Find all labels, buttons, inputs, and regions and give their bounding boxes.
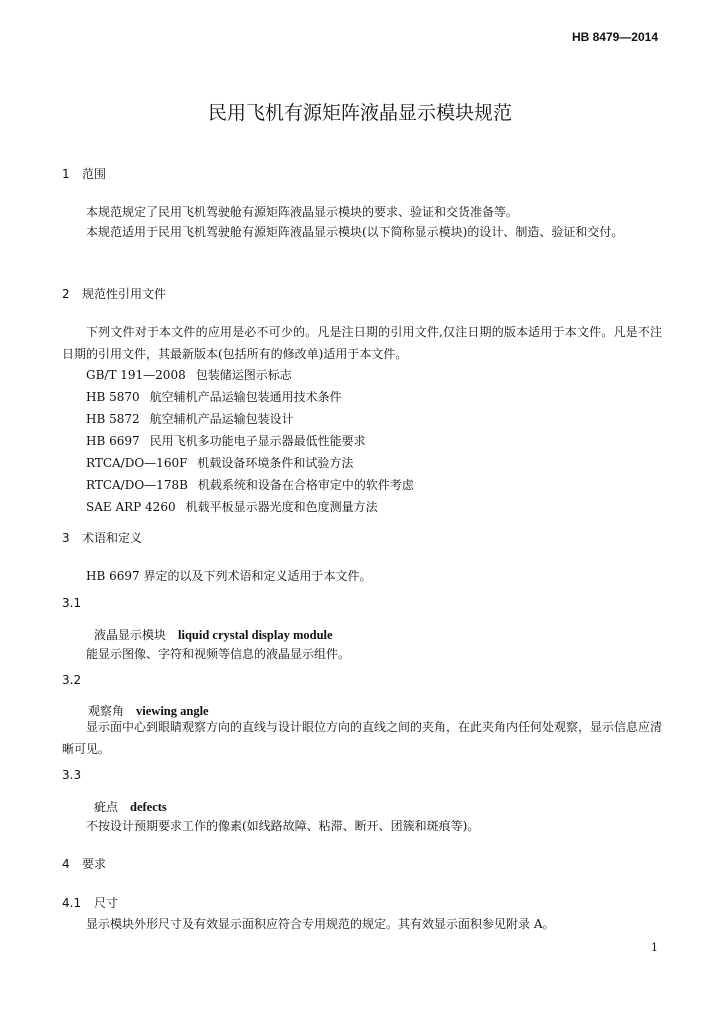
reference-title: 机载系统和设备在合格审定中的软件考虑 — [197, 478, 414, 492]
section-title: 规范性引用文件 — [82, 287, 167, 301]
section-1-heading — [62, 165, 106, 182]
section-number: 1 — [62, 167, 70, 181]
reference-code: HB 6697 — [86, 434, 140, 448]
section-4-heading — [62, 855, 106, 872]
reference-item — [86, 454, 353, 471]
term-number: 3.2 — [62, 673, 82, 687]
section-1-paragraph-2: 本规范适用于民用飞机驾驶舱有源矩阵液晶显示模块(以下简称显示模块)的设计、制造、验证和交付。 — [86, 225, 624, 239]
reference-item — [86, 476, 414, 493]
term-english: defects — [130, 800, 167, 814]
section-number: 3 — [62, 531, 70, 545]
section-number: 2 — [62, 287, 70, 301]
reference-code: RTCA/DO—178B — [86, 478, 188, 492]
reference-code: RTCA/DO—160F — [86, 456, 188, 470]
section-title: 要求 — [82, 857, 107, 871]
reference-title: 航空辅机产品运输包装通用技术条件 — [149, 390, 342, 404]
term-heading — [94, 624, 333, 643]
term-definition: 能显示图像、字符和视频等信息的液晶显示组件。 — [86, 647, 351, 661]
document-code: HB 8479—2014 — [571, 30, 658, 44]
term-heading — [94, 796, 167, 815]
term-definition: 显示面中心到眼睛观察方向的直线与设计眼位方向的直线之间的夹角，在此夹角内任何处观察，显示信息应清晰可见。 — [62, 720, 663, 756]
reference-item — [86, 410, 294, 427]
page-title: 民用飞机有源矩阵液晶显示模块规范 — [207, 102, 512, 124]
reference-title: 机载平板显示器光度和色度测量方法 — [185, 500, 378, 514]
reference-code: GB/T 191—2008 — [86, 368, 186, 382]
reference-title: 包装储运图示标志 — [195, 368, 292, 382]
term-english: viewing angle — [136, 704, 209, 718]
section-2-heading — [62, 285, 166, 302]
reference-code: SAE ARP 4260 — [86, 500, 176, 514]
section-1-paragraph-1: 本规范规定了民用飞机驾驶舱有源矩阵液晶显示模块的要求、验证和交货准备等。 — [86, 205, 519, 219]
section-number: 4 — [62, 857, 70, 871]
reference-title: 航空辅机产品运输包装设计 — [149, 412, 294, 426]
reference-code: HB 5870 — [86, 390, 140, 404]
reference-title: 民用飞机多功能电子显示器最低性能要求 — [149, 434, 366, 448]
section-3-paragraph-1: HB 6697 界定的以及下列术语和定义适用于本文件。 — [86, 569, 372, 583]
reference-code: HB 5872 — [86, 412, 140, 426]
term-number: 3.1 — [62, 596, 82, 610]
term-chinese: 观察角 — [88, 704, 125, 718]
reference-item — [86, 432, 366, 449]
page-number: 1 — [651, 941, 658, 954]
term-number: 3.3 — [62, 768, 82, 782]
section-title: 范围 — [82, 167, 107, 181]
section-2-paragraph-1: 下列文件对于本文件的应用是必不可少的。凡是注日期的引用文件,仅注日期的版本适用于本文件。凡是不注日期的引用文件，其最新版本(包括所有的修改单)适用于本文件。 — [62, 325, 662, 361]
subsection-number: 4.1 — [62, 896, 82, 910]
term-chinese: 疵点 — [94, 800, 119, 814]
subsection-4-1-heading — [62, 894, 118, 911]
reference-title: 机载设备环境条件和试验方法 — [197, 456, 354, 470]
subsection-4-1-paragraph: 显示模块外形尺寸及有效显示面积应符合专用规范的规定。其有效显示面积参见附录 A。 — [86, 917, 555, 931]
subsection-title: 尺寸 — [94, 896, 119, 910]
term-english: liquid crystal display module — [178, 628, 333, 642]
reference-item — [86, 498, 378, 515]
term-definition: 不按设计预期要求工作的像素(如线路故障、粘滞、断开、团簇和斑痕等)。 — [86, 819, 480, 833]
term-chinese: 液晶显示模块 — [94, 628, 167, 642]
section-title: 术语和定义 — [82, 531, 143, 545]
reference-item — [86, 366, 292, 383]
reference-item — [86, 388, 342, 405]
section-3-heading — [62, 529, 142, 546]
